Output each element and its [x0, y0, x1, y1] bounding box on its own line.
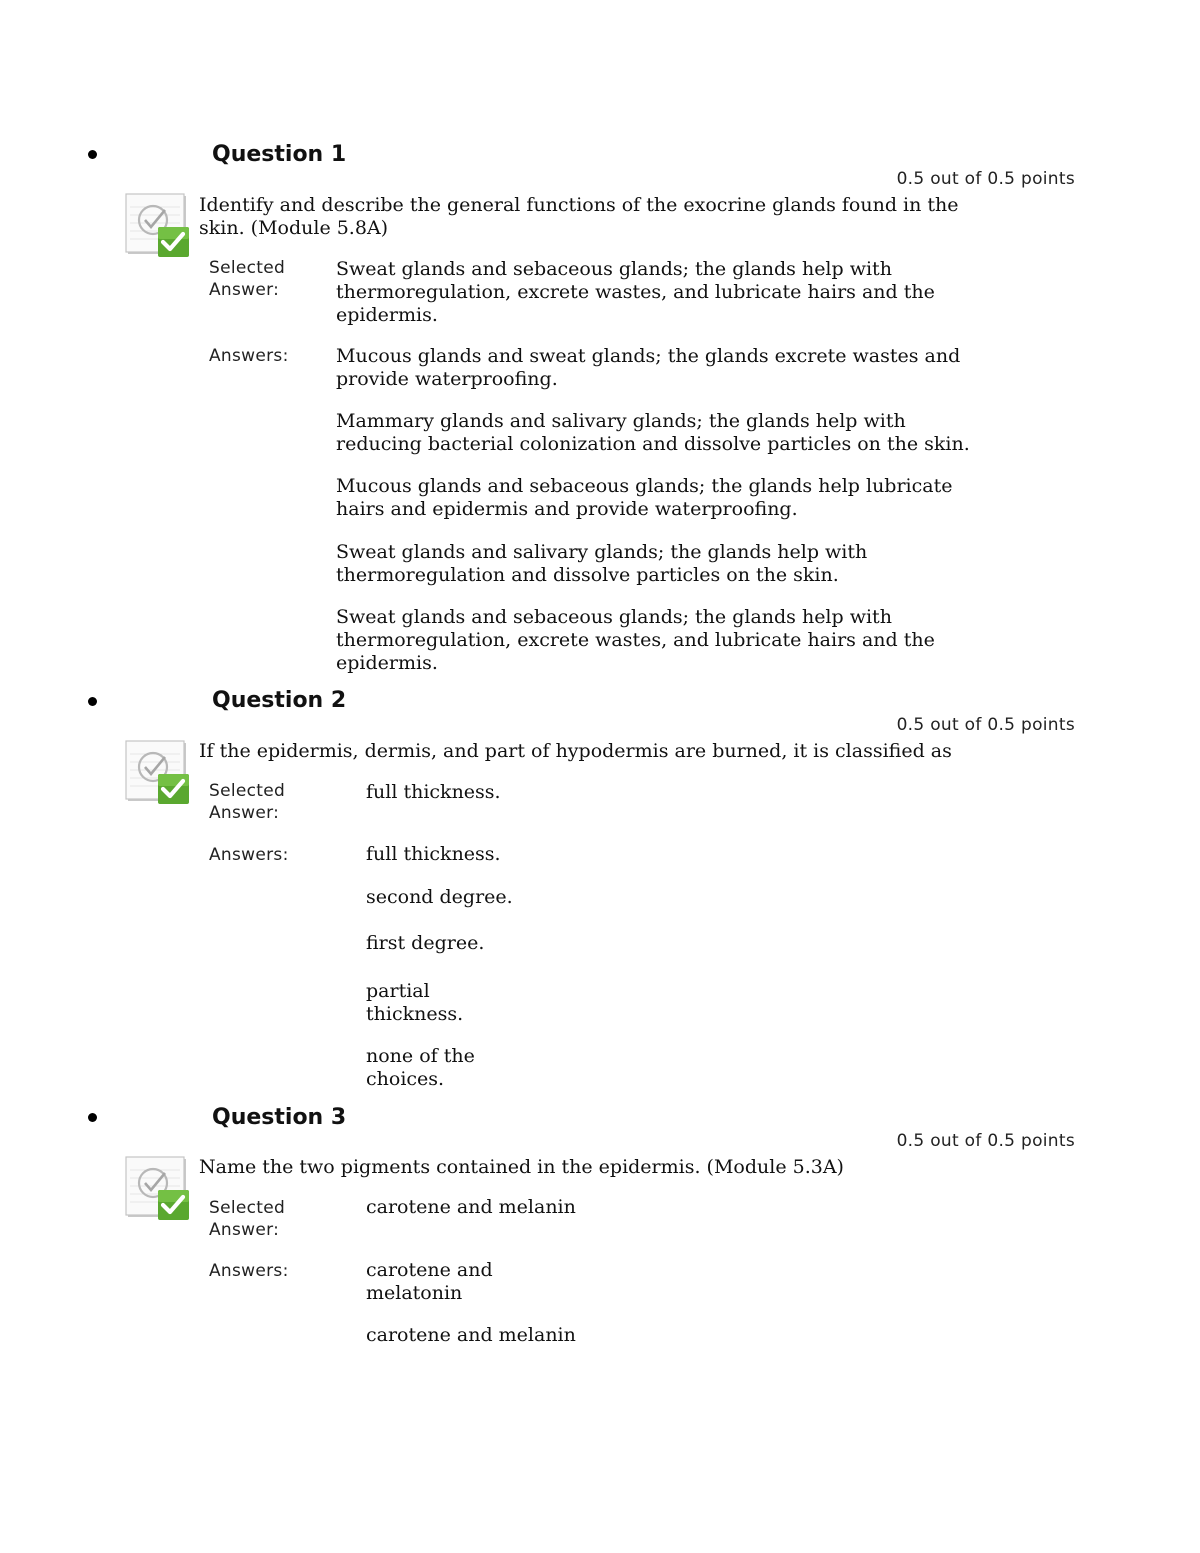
question-points: 0.5 out of 0.5 points — [896, 715, 1075, 735]
correct-check-icon — [125, 193, 191, 259]
question-points: 0.5 out of 0.5 points — [896, 169, 1075, 189]
answer-option: full thickness. — [366, 843, 501, 865]
bullet-icon — [88, 1113, 97, 1122]
answer-option: none of the choices. — [366, 1045, 475, 1090]
question-text: Identify and describe the general functions of the exocrine glands found in the skin. (Module 5.8A) — [199, 194, 959, 239]
question-points: 0.5 out of 0.5 points — [896, 1131, 1075, 1151]
question-title: Question 3 — [212, 1105, 347, 1130]
question-title: Question 1 — [212, 142, 347, 167]
selected-answer: carotene and melanin — [366, 1196, 576, 1218]
answer-option: Mucous glands and sebaceous glands; the glands help lubricate hairs and epidermis and provide waterproofing. — [336, 475, 953, 520]
answer-option: Sweat glands and salivary glands; the glands help with thermoregulation and dissolve particles on the skin. — [336, 541, 868, 586]
answer-option: Mucous glands and sweat glands; the glands excrete wastes and provide waterproofing. — [336, 345, 961, 390]
selected-answer: full thickness. — [366, 781, 501, 803]
answers-label: Answers: — [209, 1261, 289, 1281]
bullet-icon — [88, 697, 97, 706]
answer-option: second degree. — [366, 886, 513, 908]
answer-option: Sweat glands and sebaceous glands; the glands help with thermoregulation, excrete wastes, and lubricate hairs and the epidermis. — [336, 606, 935, 674]
answer-option: partial thickness. — [366, 980, 464, 1025]
question-text: Name the two pigments contained in the epidermis. (Module 5.3A) — [199, 1156, 844, 1178]
answer-option: Mammary glands and salivary glands; the glands help with reducing bacterial colonization and dissolve particles on the skin. — [336, 410, 970, 455]
selected-answer-label: Selected Answer: — [209, 781, 286, 823]
answers-label: Answers: — [209, 845, 289, 865]
correct-check-icon — [125, 740, 191, 806]
selected-answer: Sweat glands and sebaceous glands; the glands help with thermoregulation, excrete wastes, and lubricate hairs and the epidermis. — [336, 258, 935, 326]
answers-label: Answers: — [209, 346, 289, 366]
selected-answer-label: Selected Answer: — [209, 258, 286, 300]
answer-option: carotene and melanin — [366, 1324, 576, 1346]
answer-option: first degree. — [366, 932, 485, 954]
question-text: If the epidermis, dermis, and part of hypodermis are burned, it is classified as — [199, 740, 952, 762]
correct-check-icon — [125, 1156, 191, 1222]
question-title: Question 2 — [212, 688, 347, 713]
answer-option: carotene and melatonin — [366, 1259, 493, 1304]
selected-answer-label: Selected Answer: — [209, 1198, 286, 1240]
bullet-icon — [88, 150, 97, 159]
